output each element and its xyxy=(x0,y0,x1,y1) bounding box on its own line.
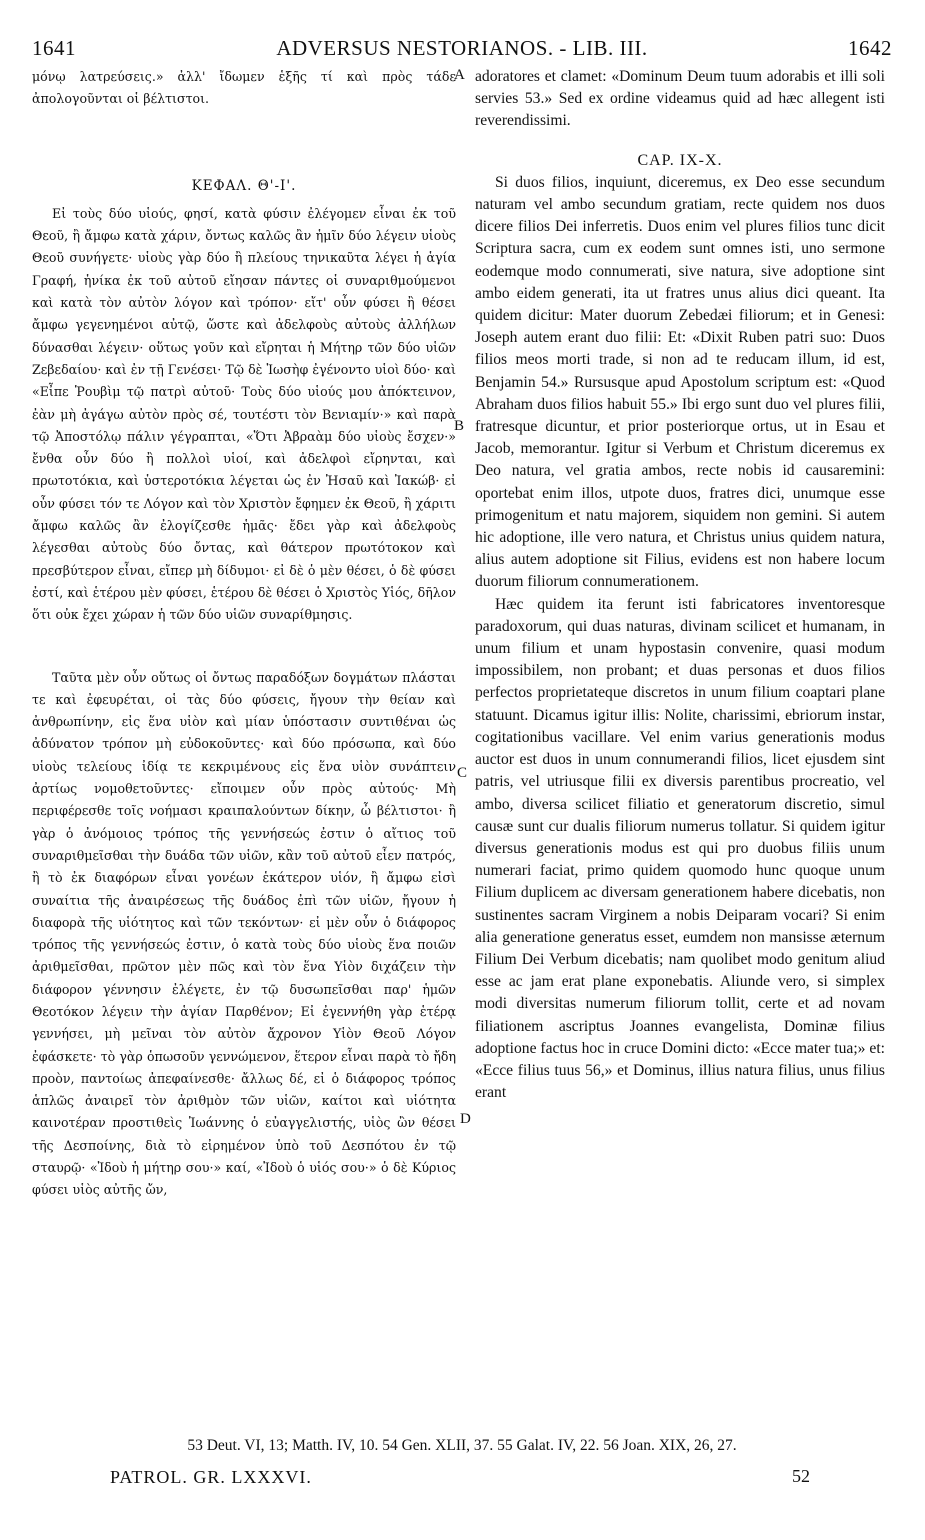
latin-intro-paragraph: adoratores et clamet: «Dominum Deum tuum adorabis et illi soli servies 53.» Sed ex ordine videamus quid ad hæc allegent isti reverendissimi. xyxy=(475,68,885,130)
page-number-left: 1641 xyxy=(32,36,76,60)
running-title: ADVERSUS NESTORIANOS. - LIB. III. xyxy=(276,36,648,60)
margin-marker-b: B xyxy=(454,418,465,434)
footnotes: 53 Deut. VI, 13; Matth. IV, 10. 54 Gen. XLII, 37. 55 Galat. IV, 22. 56 Joan. XIX, 26, 27. xyxy=(187,1437,737,1454)
latin-chapter-heading: CAP. IX-X. xyxy=(637,151,723,169)
paragraph-gap xyxy=(32,627,456,667)
latin-paragraph-2: Hæc quidem ita ferunt isti fabricatores inventoresque paradoxorum, qui duas naturas, divinam scilicet et humanam, in unum filium et unam hypostasin convenire, quasi modum impossibilem, non probant; et duas personas et duos filios perfectos proprietateque discretos in unum filium coaptari plane statuunt. Dicamus igitur illis: Nolite, charissimi, ebriorum instar, cogitationibus vacillare. Vel enim varius generationis modus auctor est duos in unum connumerandi filios, licet ejusdem sint patris, vel utriusque filii ex diversis parentibus procreatio, vel ambo, diversa scilicet filiatio et generatorum discretio, simul causæ sunt cur dualis filiorum numerus tollatur. Si quidem igitur diversus generationis modus est qui pro duobus filiis unum numerari faciat, primo quidem quomodo hunc quoque unum Filium duplicem ac diversam generationem habere dicebatis, non sustinentes sacram Virginem a nobis Deiparam vocari? Si enim alia generatione generatus esset, eumdem non mansisse æternum Filium Dei Verbum dicebatis; nam quolibet modo genitum aliud esse ac jam erat plane exponebatis. Aliunde vero, si simplex modi diversitas numerum filiorum tollit, certe et ad novam filiationem ascriptus Joannes evangelista, Dominæ filius adoptione factus hoc in cruce Domini dicto: «Ecce mater tua;» et: «Ecce filius tuus 56,» et Dominus, illius natura filius, unus filius erant xyxy=(475,595,885,1102)
greek-column xyxy=(32,66,456,1202)
greek-intro-paragraph: μόνῳ λατρεύσεις.» ἀλλ' ἴδωμεν ἑξῆς τί καὶ πρὸς τάδε ἀπολογοῦνται οἱ βέλτιστοι. xyxy=(32,69,456,107)
greek-paragraph-2: Ταῦτα μὲν οὖν οὕτως οἱ ὄντως παραδόξων δογμάτων πλάσται τε καὶ ἐφευρέται, οἱ τὰς δύο φύσεις, ἤγουν τὴν θείαν καὶ ἀνθρωπίνην, εἰς ἕνα υἱὸν καὶ μίαν ὑπόστασιν συντιθέναι ὡς ἀδύνατον τρόπον μὴ εὐδοκοῦντες· καὶ δύο πρόσωπα, καὶ δύο υἱοὺς τελείους ἰδίᾳ τε κεκριμένους εἰς ἕνα υἱὸν συνάπτειν ἀρτίως νομοθετοῦντες· εἴποιμεν οὖν πρὸς αὐτούς· Μὴ περιφέρεσθε τοῖς νοήμασι κραιπαλούντων δίκην, ὦ βέλτιστοι· ἢ γὰρ ὁ ἀνόμοιος τρόπος τῆς γεννήσεώς ἐστιν ὁ αἴτιος τοῦ συναριθμεῖσθαι τὴν δυάδα τῶν υἱῶν, κἂν τοῦ αὐτοῦ εἶεν πατρός, ἢ τὸ ἐκ διαφόρων εἶναι γονέων ἑκάτερον υἱόν, ἢ ἄμφω εἰσὶ συναίτια τῆς ἀναιρέσεως τῆς δυάδος ἐπὶ τῶν υἱῶν, ἤγουν ἡ διαφορὰ τῆς υἱότητος καὶ τῶν τεκόντων· εἰ μὲν οὖν ὁ διάφορος τρόπος τῆς γεννήσεώς ἐστιν, ὁ κατὰ τοὺς δύο υἱοὺς ἕνα ποιῶν ἀριθμεῖσθαι, πρῶτον μὲν πῶς καὶ τὸν ἕνα Υἱὸν διχάζειν τὴν διάφορον γέννησιν ἐλέγετε, ἐν τῷ δυσωπεῖσθαι παρ' ἡμῶν Θεοτόκον λέγειν τὴν ἁγίαν Παρθένον; Εἰ ἐγεννήθη γὰρ ἑτέρᾳ γεννήσει, μὴ μεῖναι τὸν αὐτὸν ἄχρονον Υἱὸν Θεοῦ Λόγον ἐφάσκετε· τὸ γὰρ ὁπωσοῦν γεννώμενον, ἕτερον εἶναι παρὰ τὸ ἤδη προὸν, παντοίως ἀπεφαίνεσθε· ἄλλως δέ, εἰ ὁ διάφορος τρόπος ἁπλῶς ἀναιρεῖ τὸν ἀριθμὸν τῶν υἱῶν, καίτοι καὶ υἱότητα καινοτέραν προστιθεὶς Ἰωάννης ὁ εὐαγγελιστής, υἱὸς ὢν θέσει τῆς Δεσποίνης, διὰ τὸ εἰρημένον ὑπὸ τοῦ Δεσπότου ἐν τῷ σταυρῷ· «Ἰδοὺ ἡ μήτηρ σου·» καί, «Ἰδοὺ ὁ υἱός σου·» ὁ δὲ Κύριος φύσει υἱὸς αὐτῆς ὤν, xyxy=(32,669,456,1198)
footer-series-title: PATROL. GR. LXXXVI. xyxy=(110,1467,312,1487)
page-number-right: 1642 xyxy=(848,36,892,60)
greek-chapter-heading: ΚΕΦΑΛ. Θ'-Ι'. xyxy=(191,177,297,194)
latin-paragraph-1: Si duos filios, inquiunt, diceremus, ex Deo esse secundum naturam vel ambo secundum gratiam, recte quidem nos duos dicere filios Dei inferretis. Duos enim vel plures filios tunc dicit Scriptura sacra, cum ex eodem sunt omnes isti, uno sermone eodemque modo connumerati, sive natura, sive adoptione sint ambo eidem generati, ita ut fratres unus alius dici queant. Ita quidem dicitur: Mater duorum Zebedæi filiorum; et in Genesi: Joseph autem erant duo filii: Et: «Dixit Ruben patri suo: Duos filios meos morti trade, si non ad te reducam illum, id est, Benjamin 54.» Rursusque apud Apostolum scriptum est: «Quod Abraham duos filios habuit 55.» Ibi ergo sunt duo vel plures filii, fratresque dicuntur, et prior posteriorque ortus, ut in Esau et Jacob, memorantur. Igitur si Verbum et Christum diceremus ex Deo natura, vel gratia ambos, recte nobis id causaremini: oportebat enim illos, utpote duos, fratres dici, unumque esse primogenitum et natu majorem, siquidem non gemini. Si autem hic adoptione, ille vero natura, et Christus unius quidem natura, alius autem adoptione sit Filius, evidens est non habere locum duorum filiorum connumerationem. xyxy=(475,173,885,591)
footer-signature-number: 52 xyxy=(792,1466,810,1486)
margin-marker-d: D xyxy=(460,1111,471,1127)
margin-marker-a: A xyxy=(454,67,465,83)
margin-marker-c: C xyxy=(457,765,468,781)
latin-column xyxy=(475,66,885,1104)
greek-paragraph-1: Εἰ τοὺς δύο υἱούς, φησί, κατὰ φύσιν ἐλέγομεν εἶναι ἐκ τοῦ Θεοῦ, ἢ ἄμφω κατὰ χάριν, ὄντως καλῶς ἂν ἡμῖν δύο λέγειν υἱοὺς Θεοῦ συνήγετε· υἱοὺς γὰρ δύο ἢ πλείους τηνικαῦτα λέγει ἡ ἁγία Γραφή, ἡνίκα ἐκ τοῦ αὐτοῦ εἴησαν πάντες οἱ συναριθμούμενοι καὶ κατὰ τὸν αὐτὸν λόγον καὶ τρόπον· εἴτ' οὖν φύσει ἢ θέσει ἄμφω γεγενημένοι αὐτῷ, ὥστε καὶ ἀδελφοὺς αὐτοὺς ἀλλήλων δύνασθαι λέγειν· οὕτως γοῦν καὶ εἴρηται ἡ Μήτηρ τῶν δύο υἱῶν Ζεβεδαίου· καὶ ἐν τῇ Γενέσει· Τῷ δὲ Ἰωσὴφ ἐγένοντο υἱοὶ δύο· καὶ «Εἶπε Ῥουβὶμ τῷ πατρὶ αὐτοῦ· Τοὺς δύο υἱούς μου ἀπόκτεινον, ἐὰν μὴ ἀγάγω αὐτὸν πρὸς σέ, τουτέστι τὸν Βενιαμίν·» καὶ παρὰ τῷ Ἀποστόλῳ πάλιν γέγραπται, «Ὅτι Ἀβραὰμ δύο υἱοὺς ἔσχεν·» ἔνθα οὖν δύο ἢ πολλοὶ υἱοί, καὶ ἀδελφοὶ εἴρηνται, καὶ πρωτοτόκια, καὶ ὑστεροτόκια λέγεται ὡς ἐν Ἠσαῦ καὶ Ἰακώβ· εἰ οὖν φύσει τόν τε Λόγον καὶ τὸν Χριστὸν ἔφημεν ἐκ Θεοῦ, ἢ χάριτι ἄμφω καλῶς ἂν ἐλογίζεσθε ἡμᾶς· ἔδει γὰρ καὶ ἀδελφοὺς λέγεσθαι αὐτοὺς δύο ὄντας, καὶ θάτερον πρωτότοκον καὶ πρεσβύτερον εἶναι, εἴπερ μὴ δίδυμοι· εἰ δὲ ὁ μὲν θέσει, ὁ δὲ φύσει ἐστί, καὶ ἑτέρου μὲν φύσει, ἑτέρου δὲ θέσει ὁ Χριστὸς Υἱός, δῆλον ὅτι οὐκ ἔχει χώραν ἡ τῶν δύο υἱῶν συναρίθμησις. xyxy=(32,205,456,623)
page-header xyxy=(32,36,892,64)
